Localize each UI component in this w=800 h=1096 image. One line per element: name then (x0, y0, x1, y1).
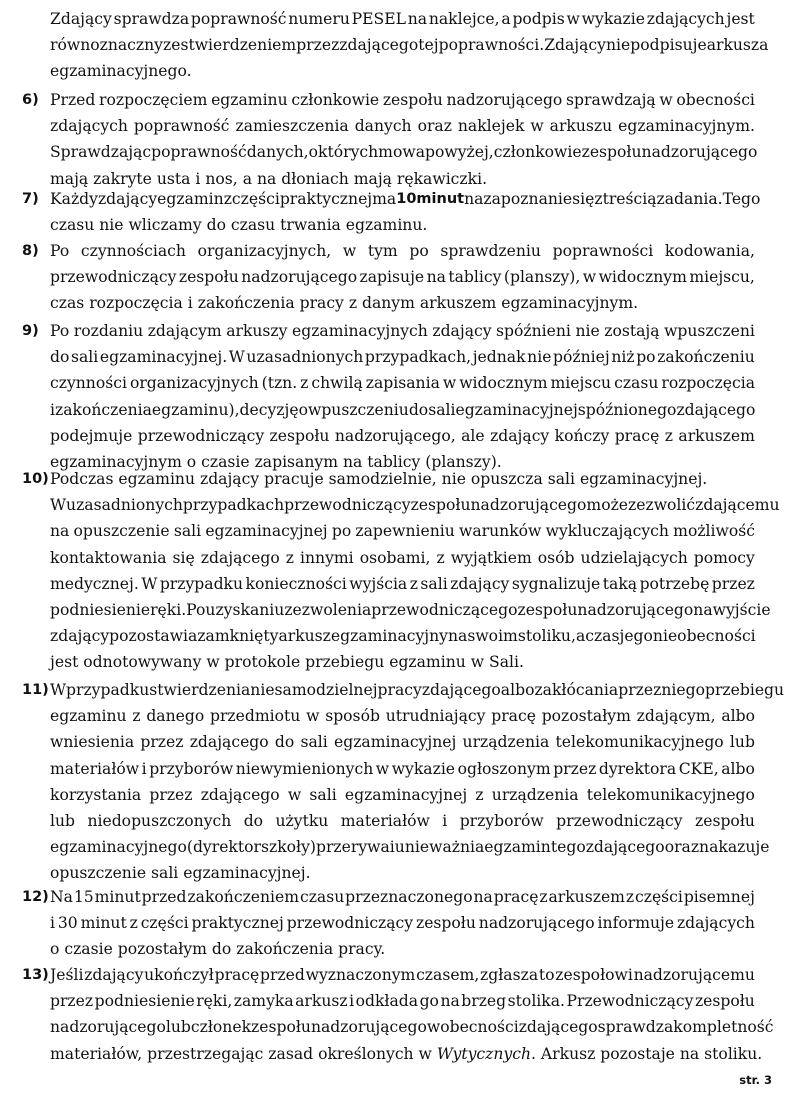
text-line: na opuszczenie sali egzaminacyjnej po zapewnieniu warunków wykluczających możliwość (50, 522, 755, 541)
text-line: czas rozpoczęcia i zakończenia pracy z danym arkuszem egzaminacyjnym. (50, 294, 639, 313)
text-line: czasu nie wliczamy do czasu trwania egzaminu. (50, 216, 428, 235)
text-line: lub niedopuszczonych do użytku materiałów i przyborów przewodniczący zespołu (50, 812, 755, 830)
text-line: i zakończenia egzaminu), decyzję o wpuszczeniu do sali egzaminacyjnej spóźnionego zdającego (50, 400, 756, 419)
text-line: mają zakryte usta i nos, a na dłoniach mają rękawiczki. (50, 169, 488, 188)
text-line: materiałów, przestrzegając zasad określonych w Wytycznych. Arkusz pozostaje na stoliku. (50, 1044, 763, 1063)
text-line: Podczas egzaminu zdający pracuje samodzielnie, nie opuszcza sali egzaminacyjnej. (50, 470, 708, 488)
text-line: równoznaczny ze stwierdzeniem przez zdającego tej poprawności. Zdający nie podpisuje arkusza (50, 36, 769, 55)
text-line: Każdy zdający egzamin z części praktycznej ma 10 minut na zapoznanie się z treścią zadania. Tego (50, 190, 761, 208)
text-line: Po rozdaniu zdającym arkuszy egzaminacyjnych zdający spóźnieni nie zostają wpuszczeni (50, 322, 755, 340)
item-number: 8) (22, 243, 39, 259)
text-line: przewodniczący zespołu nadzorującego zapisuje na tablicy (planszy), w widocznym miejscu, (50, 268, 755, 287)
text-line: korzystania przez zdającego w sali egzaminacyjnej z urządzenia telekomunikacyjnego (50, 785, 755, 804)
text-line: egzaminacyjnego (dyrektor szkoły) przerywa i unieważnia egzamin tego zdającego oraz nakazuje (50, 838, 770, 857)
text-line: egzaminacyjnego. (50, 62, 192, 81)
text-line: egzaminu z danego przedmiotu w sposób utrudniający pracę pozostałym zdającym, albo (50, 707, 755, 726)
text-line: W przypadku stwierdzenia niesamodzielnej pracy zdającego albo zakłócania przez niego przebiegu (50, 681, 785, 699)
text-line: wniesienia przez zdającego do sali egzaminacyjnej urządzenia telekomunikacyjnego lub (50, 733, 755, 752)
text-line: i 30 minut z części praktycznej przewodniczący zespołu nadzorującego informuje zdających (50, 914, 755, 933)
item-number: 9) (22, 323, 39, 339)
text-line: materiałów i przyborów niewymienionych w wykazie ogłoszonym przez dyrektora CKE, albo (50, 759, 755, 778)
text-line: egzaminacyjnym o czasie zapisanym na tablicy (planszy). (50, 453, 502, 471)
text-line: Zdający sprawdza poprawność numeru PESEL na naklejce, a podpis w wykazie zdających jest (50, 10, 755, 28)
item-number: 7) (22, 191, 39, 207)
item-number: 13) (22, 967, 49, 983)
page-number: str. 3 (739, 1073, 772, 1087)
item-number: 12) (22, 889, 49, 905)
italic-term: Wytycznych. (436, 1044, 536, 1063)
text-line: medycznej. W przypadku konieczności wyjścia z sali zdający sygnalizuje taką potrzebę przez (50, 574, 755, 593)
item-number: 6) (22, 92, 39, 108)
text-line: zdających poprawność zamieszczenia danych oraz naklejek w arkuszu egzaminacyjnym. (50, 117, 755, 136)
text-line: do sali egzaminacyjnej. W uzasadnionych przypadkach, jednak nie później niż po zakończeniu (50, 348, 755, 367)
text-line: czynności organizacyjnych (tzn. z chwilą zapisania w widocznym miejscu czasu rozpoczęcia (50, 374, 755, 393)
text-line: Jeśli zdający ukończył pracę przed wyznaczonym czasem, zgłasza to zespołowi nadzorującemu (50, 966, 755, 984)
text-line: W uzasadnionych przypadkach przewodniczący zespołu nadzorującego może zezwolić zdającemu (50, 496, 780, 515)
text-line: Sprawdzając poprawność danych, o których mowa powyżej, członkowie zespołu nadzorującego (50, 143, 758, 162)
item-number: 10) (22, 471, 49, 487)
text-line: jest odnotowywany w protokole przebiegu egzaminu w Sali. (50, 653, 524, 672)
text-line: Po czynnościach organizacyjnych, w tym po sprawdzeniu poprawności kodowania, (50, 242, 755, 260)
text-line: o czasie pozostałym do zakończenia pracy. (50, 940, 386, 959)
text-line: przez podniesienie ręki, zamyka arkusz i odkłada go na brzeg stolika. Przewodniczący zespołu (50, 992, 755, 1011)
text-line: podejmuje przewodniczący zespołu nadzorującego, ale zdający kończy pracę z arkuszem (50, 426, 755, 445)
text-line: podniesienie ręki. Po uzyskaniu zezwolenia przewodniczącego zespołu nadzorującego na wyjście (50, 601, 771, 619)
text-line: Przed rozpoczęciem egzaminu członkowie zespołu nadzorującego sprawdzają w obecności (50, 91, 755, 109)
text-line: zdający pozostawia zamknięty arkusz egzaminacyjny na swoim stoliku, a czas jego nieobecności (50, 627, 756, 646)
text-line: nadzorującego lub członek zespołu nadzorującego w obecności zdającego sprawdza kompletność (50, 1018, 774, 1037)
text-line: opuszczenie sali egzaminacyjnej. (50, 864, 311, 883)
text-line: Na 15 minut przed zakończeniem czasu przeznaczonego na pracę z arkuszem z części pisemnej (50, 888, 755, 906)
text-line: kontaktowania się zdającego z innymi osobami, z wyjątkiem osób udzielających pomocy (50, 548, 755, 567)
item-number: 11) (22, 682, 49, 698)
